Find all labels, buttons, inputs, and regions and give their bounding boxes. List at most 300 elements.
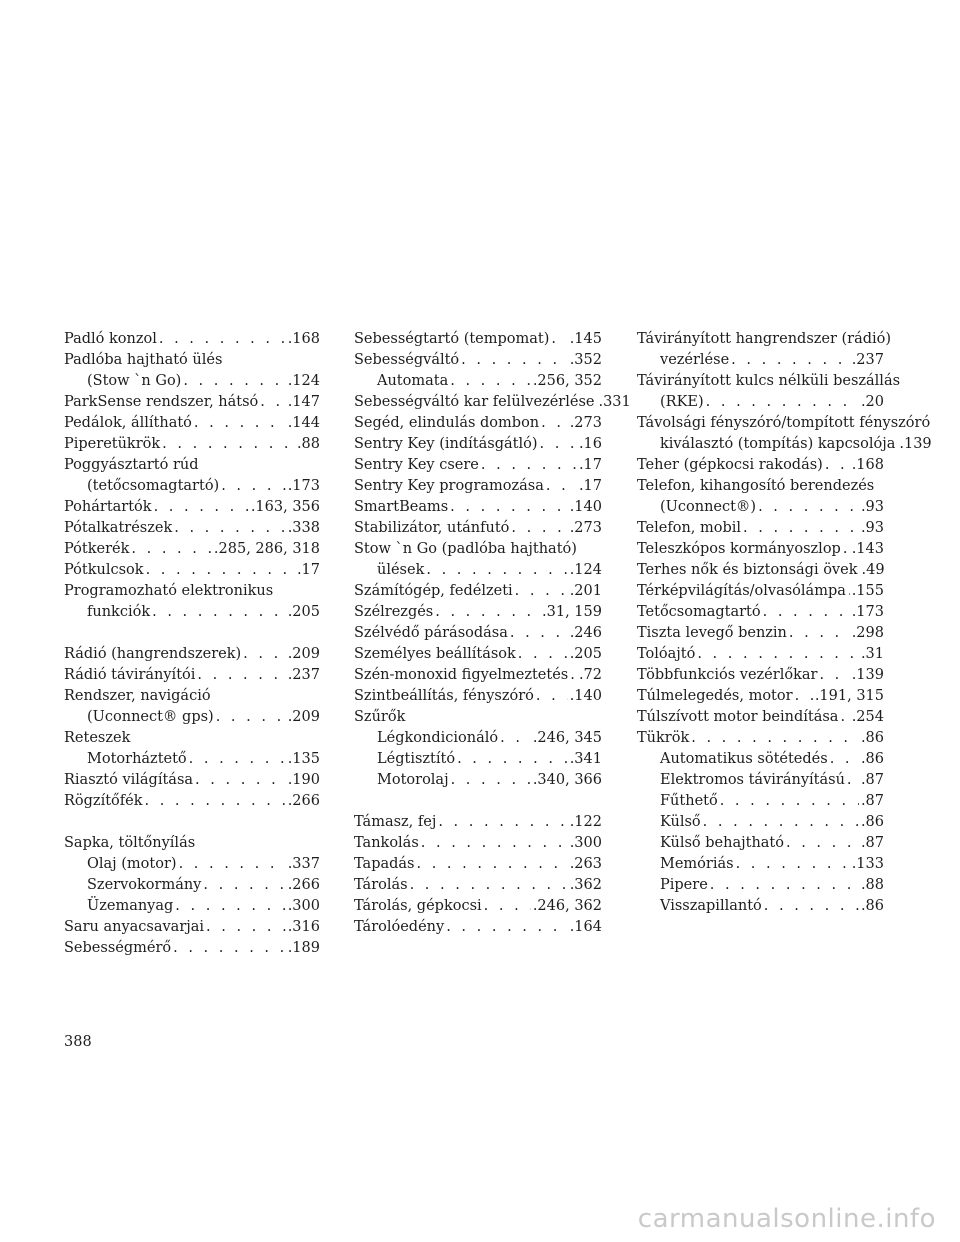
dot-leader bbox=[795, 686, 813, 707]
entry-page-ref: .139 bbox=[899, 436, 932, 452]
index-entry bbox=[354, 665, 602, 686]
entry-term: Tolóajtó bbox=[637, 646, 696, 662]
index-subentry bbox=[87, 476, 320, 497]
entry-page-ref: .246, 345 bbox=[532, 730, 602, 746]
entry-term: Rádió (hangrendszerek) bbox=[64, 646, 242, 662]
entry-term: (Stow `n Go) bbox=[87, 373, 182, 389]
index-entry bbox=[354, 854, 602, 875]
entry-page-ref: .49 bbox=[861, 562, 885, 578]
entry-page-ref: .140 bbox=[569, 499, 602, 515]
index-entry bbox=[354, 434, 602, 455]
index-entry bbox=[637, 539, 884, 560]
index-entry bbox=[354, 518, 602, 539]
index-subentry bbox=[660, 434, 932, 455]
entry-term: Memóriás bbox=[660, 856, 734, 872]
entry-page-ref: .254 bbox=[851, 709, 884, 725]
entry-term: Sentry Key programozása bbox=[354, 478, 544, 494]
dot-leader bbox=[174, 518, 285, 539]
entry-page-ref: .352 bbox=[569, 352, 602, 368]
dot-leader bbox=[500, 728, 531, 749]
dot-leader bbox=[758, 497, 859, 518]
dot-leader bbox=[451, 770, 531, 791]
entry-page-ref: .145 bbox=[569, 331, 602, 347]
index-entry bbox=[354, 350, 602, 371]
entry-term: SmartBeams bbox=[354, 499, 449, 515]
dot-leader bbox=[417, 854, 568, 875]
dot-leader bbox=[848, 581, 850, 602]
entry-page-ref: .209 bbox=[287, 709, 320, 725]
entry-term: Személyes beállítások bbox=[354, 646, 516, 662]
dot-leader bbox=[189, 749, 286, 770]
entry-term: Segéd, elindulás dombon bbox=[354, 415, 540, 431]
entry-term: Saru anyacsavarjai bbox=[64, 919, 205, 935]
index-entry bbox=[64, 770, 320, 791]
index-entry bbox=[637, 518, 884, 539]
index-subentry bbox=[660, 896, 884, 917]
entry-page-ref: .201 bbox=[569, 583, 602, 599]
dot-leader bbox=[197, 665, 285, 686]
index-subentry bbox=[377, 770, 602, 791]
index-entry bbox=[354, 896, 602, 917]
entry-page-ref: .164 bbox=[569, 919, 602, 935]
index-column-3 bbox=[637, 329, 932, 917]
dot-leader bbox=[691, 728, 859, 749]
entry-term: Tárolóedény bbox=[354, 919, 445, 935]
entry-term: Szélvédő párásodása bbox=[354, 625, 508, 641]
entry-page-ref: .246 bbox=[569, 625, 602, 641]
entry-page-ref: .86 bbox=[860, 730, 884, 746]
index-entry bbox=[354, 413, 602, 434]
index-heading: Távirányított hangrendszer (rádió) bbox=[637, 331, 892, 347]
dot-leader bbox=[743, 518, 859, 539]
index-heading: Telefon, kihangosító berendezés bbox=[637, 478, 875, 494]
index-entry bbox=[354, 497, 602, 518]
entry-term: kiválasztó (tompítás) kapcsolója bbox=[660, 436, 896, 452]
entry-page-ref: .147 bbox=[287, 394, 320, 410]
entry-page-ref: .168 bbox=[851, 457, 884, 473]
entry-page-ref: .86 bbox=[860, 814, 884, 830]
entry-term: Olaj (motor) bbox=[87, 856, 177, 872]
entry-term: Fűthető bbox=[660, 793, 718, 809]
dot-leader bbox=[446, 917, 568, 938]
dot-leader bbox=[830, 749, 859, 770]
entry-page-ref: .189 bbox=[287, 940, 320, 956]
index-subentry bbox=[87, 896, 320, 917]
entry-term: Külső bbox=[660, 814, 701, 830]
index-heading: Padlóba hajtható ülés bbox=[64, 352, 223, 368]
dot-leader bbox=[183, 371, 285, 392]
entry-term: Szén-monoxid figyelmeztetés bbox=[354, 667, 569, 683]
dot-leader bbox=[825, 455, 850, 476]
index-subentry bbox=[660, 350, 884, 371]
entry-term: (tetőcsomagtartó) bbox=[87, 478, 220, 494]
index-entry bbox=[637, 665, 884, 686]
entry-page-ref: .266 bbox=[287, 793, 320, 809]
entry-page-ref: .209 bbox=[287, 646, 320, 662]
index-entry bbox=[64, 917, 320, 938]
entry-page-ref: .122 bbox=[569, 814, 602, 830]
entry-term: funkciók bbox=[87, 604, 151, 620]
entry-page-ref: .87 bbox=[860, 835, 884, 851]
entry-term: ParkSense rendszer, hátsó bbox=[64, 394, 259, 410]
entry-page-ref: .300 bbox=[287, 898, 320, 914]
index-entry bbox=[637, 560, 884, 581]
index-entry bbox=[64, 938, 320, 959]
dot-leader bbox=[146, 560, 295, 581]
entry-term: (Uconnect®) bbox=[660, 499, 757, 515]
entry-term: vezérlése bbox=[660, 352, 730, 368]
index-subentry bbox=[377, 560, 602, 581]
entry-page-ref: .17 bbox=[578, 457, 602, 473]
index-heading: Távolsági fényszóró/tompított fényszóró bbox=[637, 415, 931, 431]
entry-term: Motorháztető bbox=[87, 751, 187, 767]
dot-leader bbox=[410, 875, 568, 896]
dot-leader bbox=[518, 644, 568, 665]
dot-leader bbox=[175, 896, 285, 917]
entry-page-ref: .17 bbox=[296, 562, 320, 578]
entry-page-ref: .20 bbox=[860, 394, 884, 410]
entry-term: Szintbeállítás, fényszóró bbox=[354, 688, 534, 704]
entry-term: Légtisztító bbox=[377, 751, 456, 767]
entry-term: ülések bbox=[377, 562, 425, 578]
entry-page-ref: .205 bbox=[287, 604, 320, 620]
entry-term: Többfunkciós vezérlőkar bbox=[637, 667, 818, 683]
section-gap bbox=[354, 791, 602, 812]
index-subentry bbox=[87, 602, 320, 623]
dot-leader bbox=[216, 707, 286, 728]
index-entry bbox=[637, 707, 884, 728]
entry-page-ref: .87 bbox=[860, 772, 884, 788]
dot-leader bbox=[221, 476, 285, 497]
entry-page-ref: .173 bbox=[851, 604, 884, 620]
dot-leader bbox=[736, 854, 850, 875]
index-column-1 bbox=[64, 329, 320, 959]
entry-page-ref: .31, 159 bbox=[542, 604, 602, 620]
entry-page-ref: .237 bbox=[287, 667, 320, 683]
dot-leader bbox=[159, 329, 286, 350]
entry-page-ref: .93 bbox=[860, 499, 884, 515]
entry-page-ref: .237 bbox=[851, 352, 884, 368]
dot-leader bbox=[203, 875, 285, 896]
index-subentry bbox=[87, 854, 320, 875]
entry-term: Sentry Key (indításgátló) bbox=[354, 436, 538, 452]
index-entry bbox=[64, 665, 320, 686]
entry-page-ref: .144 bbox=[287, 415, 320, 431]
index-entry bbox=[64, 434, 320, 455]
index-entry bbox=[64, 392, 320, 413]
entry-term: Automatikus sötétedés bbox=[660, 751, 828, 767]
entry-page-ref: .143 bbox=[851, 541, 884, 557]
index-entry bbox=[64, 413, 320, 434]
index-entry bbox=[637, 455, 884, 476]
section-gap bbox=[64, 623, 320, 644]
dot-leader bbox=[546, 476, 577, 497]
entry-term: Riasztó világítása bbox=[64, 772, 194, 788]
entry-page-ref: .285, 286, 318 bbox=[213, 541, 320, 557]
index-heading: Reteszek bbox=[64, 730, 131, 746]
index-entry bbox=[354, 329, 602, 350]
index-subentry bbox=[660, 812, 884, 833]
index-subentry bbox=[660, 875, 884, 896]
entry-term: Rögzítőfék bbox=[64, 793, 143, 809]
dot-leader bbox=[539, 434, 576, 455]
dot-leader bbox=[421, 833, 568, 854]
entry-term: Térképvilágítás/olvasólámpa bbox=[637, 583, 846, 599]
dot-leader bbox=[152, 602, 286, 623]
entry-term: Tetőcsomagtartó bbox=[637, 604, 761, 620]
index-entry bbox=[637, 644, 884, 665]
dot-leader bbox=[438, 812, 567, 833]
index-entry bbox=[64, 539, 320, 560]
entry-term: Visszapillantó bbox=[660, 898, 762, 914]
index-heading: Stow `n Go (padlóba hajtható) bbox=[354, 541, 577, 557]
index-entry bbox=[354, 917, 602, 938]
entry-term: Tankolás bbox=[354, 835, 419, 851]
index-subentry bbox=[87, 875, 320, 896]
entry-term: Elektromos távirányítású bbox=[660, 772, 845, 788]
dot-leader bbox=[457, 749, 568, 770]
entry-page-ref: .190 bbox=[287, 772, 320, 788]
dot-leader bbox=[162, 434, 295, 455]
entry-page-ref: .87 bbox=[860, 793, 884, 809]
entry-page-ref: .362 bbox=[569, 877, 602, 893]
dot-leader bbox=[847, 770, 859, 791]
entry-page-ref: .205 bbox=[569, 646, 602, 662]
dot-leader bbox=[511, 518, 567, 539]
dot-leader bbox=[450, 497, 568, 518]
index-subentry bbox=[377, 728, 602, 749]
entry-term: Számítógép, fedélzeti bbox=[354, 583, 513, 599]
index-entry bbox=[354, 623, 602, 644]
entry-page-ref: .300 bbox=[569, 835, 602, 851]
index-entry bbox=[64, 560, 320, 581]
dot-leader bbox=[131, 539, 212, 560]
index-subentry bbox=[660, 749, 884, 770]
index-heading: Távirányított kulcs nélküli beszállás bbox=[637, 373, 901, 389]
dot-leader bbox=[515, 581, 568, 602]
entry-term: Teher (gépkocsi rakodás) bbox=[637, 457, 823, 473]
dot-leader bbox=[536, 686, 568, 707]
dot-leader bbox=[243, 644, 286, 665]
entry-term: Légkondicionáló bbox=[377, 730, 499, 746]
index-subentry bbox=[660, 770, 884, 791]
dot-leader bbox=[179, 854, 286, 875]
index-entry bbox=[354, 875, 602, 896]
entry-term: Telefon, mobil bbox=[637, 520, 742, 536]
index-entry bbox=[637, 623, 884, 644]
entry-page-ref: .341 bbox=[569, 751, 602, 767]
dot-leader bbox=[843, 539, 850, 560]
entry-term: Sebességváltó bbox=[354, 352, 460, 368]
entry-page-ref: .163, 356 bbox=[250, 499, 320, 515]
index-entry bbox=[64, 791, 320, 812]
entry-page-ref: .72 bbox=[578, 667, 602, 683]
entry-page-ref: .86 bbox=[860, 751, 884, 767]
entry-term: Teleszkópos kormányoszlop bbox=[637, 541, 841, 557]
entry-term: Piperetükrök bbox=[64, 436, 161, 452]
entry-page-ref: .135 bbox=[287, 751, 320, 767]
entry-page-ref: .273 bbox=[569, 520, 602, 536]
entry-page-ref: .340, 366 bbox=[532, 772, 602, 788]
entry-term: Automata bbox=[377, 373, 449, 389]
entry-term: Pipere bbox=[660, 877, 708, 893]
entry-term: Sebességtartó (tempomat) bbox=[354, 331, 550, 347]
dot-leader bbox=[706, 392, 859, 413]
dot-leader bbox=[450, 371, 531, 392]
dot-leader bbox=[484, 896, 531, 917]
dot-leader bbox=[194, 413, 286, 434]
dot-leader bbox=[840, 707, 849, 728]
index-subentry bbox=[660, 791, 884, 812]
dot-leader bbox=[173, 938, 286, 959]
entry-term: Tiszta levegő benzin bbox=[637, 625, 787, 641]
entry-term: Sebességmérő bbox=[64, 940, 172, 956]
entry-term: Padló konzol bbox=[64, 331, 157, 347]
entry-page-ref: .93 bbox=[860, 520, 884, 536]
index-entry bbox=[354, 602, 602, 623]
dot-leader bbox=[819, 665, 849, 686]
dot-leader bbox=[260, 392, 285, 413]
dot-leader bbox=[786, 833, 859, 854]
entry-page-ref: .155 bbox=[851, 583, 884, 599]
index-column-2 bbox=[354, 329, 631, 938]
dot-leader bbox=[154, 497, 249, 518]
entry-term: Üzemanyag bbox=[87, 898, 174, 914]
index-entry bbox=[354, 686, 602, 707]
dot-leader bbox=[764, 896, 859, 917]
entry-page-ref: .17 bbox=[578, 478, 602, 494]
entry-term: Pótkulcsok bbox=[64, 562, 144, 578]
entry-term: Szervokormány bbox=[87, 877, 202, 893]
index-subentry bbox=[377, 371, 602, 392]
entry-page-ref: .331 bbox=[598, 394, 631, 410]
dot-leader bbox=[731, 350, 850, 371]
index-entry bbox=[637, 728, 884, 749]
entry-page-ref: .191, 315 bbox=[814, 688, 884, 704]
index-subentry bbox=[87, 371, 320, 392]
entry-page-ref: .124 bbox=[569, 562, 602, 578]
dot-leader bbox=[461, 350, 568, 371]
dot-leader bbox=[763, 602, 850, 623]
entry-page-ref: .263 bbox=[569, 856, 602, 872]
entry-term: Pótkerék bbox=[64, 541, 130, 557]
dot-leader bbox=[703, 812, 859, 833]
dot-leader bbox=[697, 644, 859, 665]
entry-term: Terhes nők és biztonsági övek bbox=[637, 562, 858, 578]
entry-term: Támasz, fej bbox=[354, 814, 437, 830]
index-heading: Programozható elektronikus bbox=[64, 583, 274, 599]
index-heading: Szűrők bbox=[354, 709, 406, 725]
index-entry bbox=[637, 581, 884, 602]
index-heading: Poggyásztartó rúd bbox=[64, 457, 199, 473]
dot-leader bbox=[145, 791, 286, 812]
dot-leader bbox=[481, 455, 577, 476]
index-subentry bbox=[660, 497, 884, 518]
entry-term: Stabilizátor, utánfutó bbox=[354, 520, 510, 536]
section-gap bbox=[64, 812, 320, 833]
dot-leader bbox=[206, 917, 286, 938]
entry-page-ref: .338 bbox=[287, 520, 320, 536]
dot-leader bbox=[789, 623, 850, 644]
index-subentry bbox=[377, 749, 602, 770]
entry-page-ref: .124 bbox=[287, 373, 320, 389]
index-entry bbox=[64, 329, 320, 350]
entry-page-ref: .86 bbox=[860, 898, 884, 914]
entry-page-ref: .140 bbox=[569, 688, 602, 704]
entry-term: Pohártartók bbox=[64, 499, 152, 515]
entry-term: Sebességváltó kar felülvezérlése bbox=[354, 394, 595, 410]
dot-leader bbox=[720, 791, 859, 812]
index-entry bbox=[637, 686, 884, 707]
entry-term: Pedálok, állítható bbox=[64, 415, 192, 431]
index-entry bbox=[354, 392, 631, 413]
index-heading: Sapka, töltőnyílás bbox=[64, 835, 196, 851]
index-subentry bbox=[87, 707, 320, 728]
dot-leader bbox=[435, 602, 540, 623]
entry-page-ref: .139 bbox=[851, 667, 884, 683]
entry-page-ref: .16 bbox=[578, 436, 602, 452]
entry-page-ref: .173 bbox=[287, 478, 320, 494]
index-entry bbox=[64, 518, 320, 539]
entry-page-ref: .246, 362 bbox=[532, 898, 602, 914]
entry-term: Túlmelegedés, motor bbox=[637, 688, 793, 704]
entry-page-ref: .256, 352 bbox=[532, 373, 602, 389]
entry-term: Szélrezgés bbox=[354, 604, 434, 620]
dot-leader bbox=[710, 875, 859, 896]
index-heading: Rendszer, navigáció bbox=[64, 688, 211, 704]
entry-term: Külső behajtható bbox=[660, 835, 784, 851]
index-entry bbox=[354, 476, 602, 497]
page-number: 388 bbox=[64, 1034, 92, 1050]
index-entry bbox=[354, 812, 602, 833]
entry-term: Motorolaj bbox=[377, 772, 449, 788]
entry-term: Tükrök bbox=[637, 730, 690, 746]
entry-term: (Uconnect® gps) bbox=[87, 709, 214, 725]
dot-leader bbox=[541, 413, 568, 434]
index-entry bbox=[354, 581, 602, 602]
entry-term: Tárolás bbox=[354, 877, 408, 893]
index-entry bbox=[637, 602, 884, 623]
entry-page-ref: .298 bbox=[851, 625, 884, 641]
entry-term: Tapadás bbox=[354, 856, 415, 872]
entry-page-ref: .88 bbox=[860, 877, 884, 893]
dot-leader bbox=[570, 665, 577, 686]
dot-leader bbox=[195, 770, 286, 791]
index-entry bbox=[64, 644, 320, 665]
entry-page-ref: .168 bbox=[287, 331, 320, 347]
entry-page-ref: .337 bbox=[287, 856, 320, 872]
entry-page-ref: .133 bbox=[851, 856, 884, 872]
entry-term: Tárolás, gépkocsi bbox=[354, 898, 482, 914]
entry-term: Sentry Key csere bbox=[354, 457, 479, 473]
dot-leader bbox=[551, 329, 567, 350]
index-subentry bbox=[660, 833, 884, 854]
watermark: carmanualsonline.info bbox=[637, 1204, 936, 1234]
entry-page-ref: .273 bbox=[569, 415, 602, 431]
entry-page-ref: .316 bbox=[287, 919, 320, 935]
entry-term: Pótalkatrészek bbox=[64, 520, 173, 536]
index-subentry bbox=[660, 854, 884, 875]
index-entry bbox=[354, 455, 602, 476]
index-subentry bbox=[660, 392, 884, 413]
index-entry bbox=[354, 833, 602, 854]
index-entry bbox=[64, 497, 320, 518]
entry-page-ref: .88 bbox=[296, 436, 320, 452]
entry-term: Rádió távirányítói bbox=[64, 667, 196, 683]
dot-leader bbox=[510, 623, 568, 644]
index-subentry bbox=[87, 749, 320, 770]
dot-leader bbox=[426, 560, 567, 581]
